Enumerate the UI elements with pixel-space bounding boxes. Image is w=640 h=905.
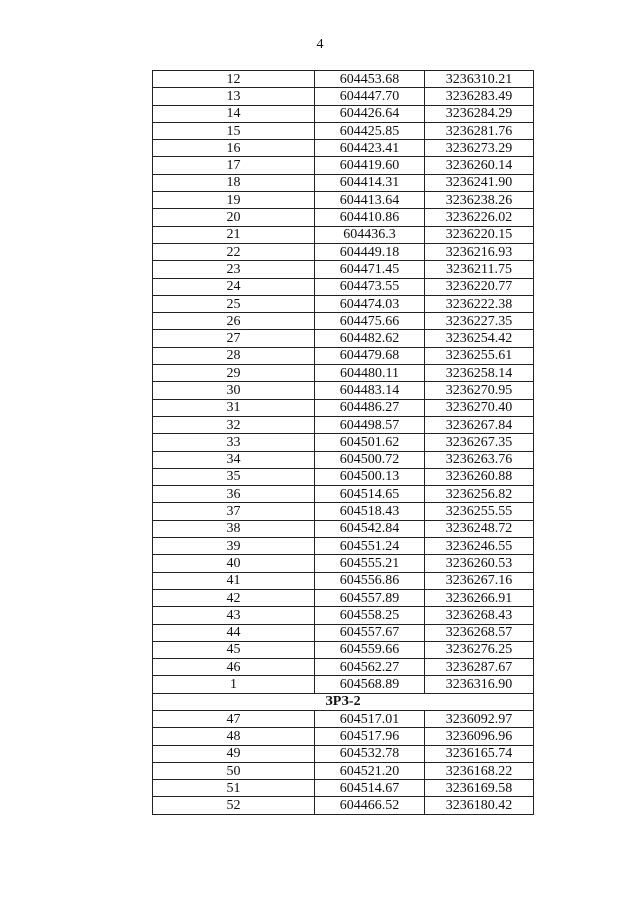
table-row <box>153 503 534 520</box>
y-coordinate-cell: 3236238.26 <box>425 192 534 209</box>
table-row <box>153 209 534 226</box>
page-number: 4 <box>316 37 324 52</box>
point-number-cell: 41 <box>153 572 315 589</box>
point-number-cell: 42 <box>153 589 315 606</box>
table-row <box>153 261 534 278</box>
y-coordinate-cell: 3236248.72 <box>425 520 534 537</box>
table-row <box>153 416 534 433</box>
table-row <box>153 295 534 312</box>
table-row <box>153 278 534 295</box>
table-row <box>153 641 534 658</box>
x-coordinate-cell: 604532.78 <box>315 745 425 762</box>
table-row <box>153 226 534 243</box>
section-header-body <box>153 693 534 710</box>
x-coordinate-cell: 604559.66 <box>315 641 425 658</box>
point-number-cell: 13 <box>153 88 315 105</box>
y-coordinate-cell: 3236092.97 <box>425 710 534 727</box>
x-coordinate-cell: 604517.96 <box>315 728 425 745</box>
point-number-cell: 31 <box>153 399 315 416</box>
point-number-cell: 18 <box>153 174 315 191</box>
point-number-cell: 22 <box>153 243 315 260</box>
point-number-cell: 50 <box>153 762 315 779</box>
x-coordinate-cell: 604483.14 <box>315 382 425 399</box>
table-row <box>153 365 534 382</box>
point-number-cell: 32 <box>153 416 315 433</box>
point-number-cell: 15 <box>153 122 315 139</box>
point-number-cell: 25 <box>153 295 315 312</box>
point-number-cell: 40 <box>153 555 315 572</box>
x-coordinate-cell: 604521.20 <box>315 762 425 779</box>
y-coordinate-cell: 3236263.76 <box>425 451 534 468</box>
y-coordinate-cell: 3236220.77 <box>425 278 534 295</box>
y-coordinate-cell: 3236180.42 <box>425 797 534 814</box>
x-coordinate-cell: 604471.45 <box>315 261 425 278</box>
table-row <box>153 122 534 139</box>
y-coordinate-cell: 3236270.40 <box>425 399 534 416</box>
table-row <box>153 71 534 88</box>
point-number-cell: 48 <box>153 728 315 745</box>
x-coordinate-cell: 604413.64 <box>315 192 425 209</box>
x-coordinate-cell: 604475.66 <box>315 313 425 330</box>
table-row <box>153 451 534 468</box>
coordinates-table-container <box>152 70 534 815</box>
point-number-cell: 14 <box>153 105 315 122</box>
x-coordinate-cell: 604447.70 <box>315 88 425 105</box>
x-coordinate-cell: 604453.68 <box>315 71 425 88</box>
table-row <box>153 140 534 157</box>
y-coordinate-cell: 3236226.02 <box>425 209 534 226</box>
table-row <box>153 520 534 537</box>
point-number-cell: 17 <box>153 157 315 174</box>
y-coordinate-cell: 3236273.29 <box>425 140 534 157</box>
x-coordinate-cell: 604514.67 <box>315 780 425 797</box>
point-number-cell: 38 <box>153 520 315 537</box>
point-number-cell: 44 <box>153 624 315 641</box>
y-coordinate-cell: 3236256.82 <box>425 486 534 503</box>
y-coordinate-cell: 3236283.49 <box>425 88 534 105</box>
point-number-cell: 19 <box>153 192 315 209</box>
point-number-cell: 47 <box>153 710 315 727</box>
point-number-cell: 21 <box>153 226 315 243</box>
y-coordinate-cell: 3236260.88 <box>425 468 534 485</box>
table-row <box>153 313 534 330</box>
table-row <box>153 572 534 589</box>
point-number-cell: 45 <box>153 641 315 658</box>
table-row <box>153 538 534 555</box>
table-row <box>153 105 534 122</box>
y-coordinate-cell: 3236216.93 <box>425 243 534 260</box>
table-row <box>153 745 534 762</box>
x-coordinate-cell: 604500.13 <box>315 468 425 485</box>
table-row <box>153 330 534 347</box>
point-number-cell: 46 <box>153 659 315 676</box>
y-coordinate-cell: 3236316.90 <box>425 676 534 693</box>
x-coordinate-cell: 604501.62 <box>315 434 425 451</box>
table-row <box>153 157 534 174</box>
table-row <box>153 624 534 641</box>
point-number-cell: 23 <box>153 261 315 278</box>
x-coordinate-cell: 604514.65 <box>315 486 425 503</box>
point-number-cell: 33 <box>153 434 315 451</box>
x-coordinate-cell: 604518.43 <box>315 503 425 520</box>
coordinates-table-body-part2 <box>153 710 534 814</box>
y-coordinate-cell: 3236260.14 <box>425 157 534 174</box>
point-number-cell: 29 <box>153 365 315 382</box>
point-number-cell: 51 <box>153 780 315 797</box>
x-coordinate-cell: 604551.24 <box>315 538 425 555</box>
y-coordinate-cell: 3236227.35 <box>425 313 534 330</box>
x-coordinate-cell: 604517.01 <box>315 710 425 727</box>
y-coordinate-cell: 3236165.74 <box>425 745 534 762</box>
table-row <box>153 468 534 485</box>
point-number-cell: 28 <box>153 347 315 364</box>
y-coordinate-cell: 3236284.29 <box>425 105 534 122</box>
table-row <box>153 659 534 676</box>
table-row <box>153 589 534 606</box>
y-coordinate-cell: 3236276.25 <box>425 641 534 658</box>
point-number-cell: 30 <box>153 382 315 399</box>
point-number-cell: 52 <box>153 797 315 814</box>
y-coordinate-cell: 3236258.14 <box>425 365 534 382</box>
point-number-cell: 26 <box>153 313 315 330</box>
x-coordinate-cell: 604498.57 <box>315 416 425 433</box>
y-coordinate-cell: 3236211.75 <box>425 261 534 278</box>
point-number-cell: 12 <box>153 71 315 88</box>
x-coordinate-cell: 604555.21 <box>315 555 425 572</box>
x-coordinate-cell: 604558.25 <box>315 607 425 624</box>
x-coordinate-cell: 604410.86 <box>315 209 425 226</box>
y-coordinate-cell: 3236310.21 <box>425 71 534 88</box>
x-coordinate-cell: 604425.85 <box>315 122 425 139</box>
section-title: ЗРЗ-2 <box>153 693 534 710</box>
point-number-cell: 34 <box>153 451 315 468</box>
x-coordinate-cell: 604556.86 <box>315 572 425 589</box>
y-coordinate-cell: 3236220.15 <box>425 226 534 243</box>
x-coordinate-cell: 604473.55 <box>315 278 425 295</box>
table-row <box>153 382 534 399</box>
x-coordinate-cell: 604419.60 <box>315 157 425 174</box>
table-row <box>153 676 534 693</box>
table-row <box>153 762 534 779</box>
y-coordinate-cell: 3236266.91 <box>425 589 534 606</box>
point-number-cell: 43 <box>153 607 315 624</box>
y-coordinate-cell: 3236096.96 <box>425 728 534 745</box>
point-number-cell: 49 <box>153 745 315 762</box>
x-coordinate-cell: 604562.27 <box>315 659 425 676</box>
y-coordinate-cell: 3236268.57 <box>425 624 534 641</box>
table-row <box>153 710 534 727</box>
point-number-cell: 36 <box>153 486 315 503</box>
point-number-cell: 27 <box>153 330 315 347</box>
table-row <box>153 399 534 416</box>
x-coordinate-cell: 604449.18 <box>315 243 425 260</box>
x-coordinate-cell: 604479.68 <box>315 347 425 364</box>
table-row <box>153 347 534 364</box>
point-number-cell: 20 <box>153 209 315 226</box>
x-coordinate-cell: 604436.3 <box>315 226 425 243</box>
table-row <box>153 797 534 814</box>
y-coordinate-cell: 3236168.22 <box>425 762 534 779</box>
y-coordinate-cell: 3236260.53 <box>425 555 534 572</box>
x-coordinate-cell: 604426.64 <box>315 105 425 122</box>
y-coordinate-cell: 3236268.43 <box>425 607 534 624</box>
x-coordinate-cell: 604486.27 <box>315 399 425 416</box>
section-header-row <box>153 693 534 710</box>
x-coordinate-cell: 604542.84 <box>315 520 425 537</box>
y-coordinate-cell: 3236241.90 <box>425 174 534 191</box>
table-row <box>153 486 534 503</box>
table-row <box>153 780 534 797</box>
x-coordinate-cell: 604466.52 <box>315 797 425 814</box>
point-number-cell: 24 <box>153 278 315 295</box>
y-coordinate-cell: 3236255.61 <box>425 347 534 364</box>
x-coordinate-cell: 604500.72 <box>315 451 425 468</box>
point-number-cell: 39 <box>153 538 315 555</box>
y-coordinate-cell: 3236267.16 <box>425 572 534 589</box>
point-number-cell: 16 <box>153 140 315 157</box>
x-coordinate-cell: 604414.31 <box>315 174 425 191</box>
coordinates-table-body-part1 <box>153 71 534 694</box>
y-coordinate-cell: 3236281.76 <box>425 122 534 139</box>
y-coordinate-cell: 3236169.58 <box>425 780 534 797</box>
y-coordinate-cell: 3236222.38 <box>425 295 534 312</box>
table-row <box>153 607 534 624</box>
table-row <box>153 555 534 572</box>
y-coordinate-cell: 3236246.55 <box>425 538 534 555</box>
y-coordinate-cell: 3236254.42 <box>425 330 534 347</box>
y-coordinate-cell: 3236270.95 <box>425 382 534 399</box>
point-number-cell: 37 <box>153 503 315 520</box>
x-coordinate-cell: 604557.67 <box>315 624 425 641</box>
table-row <box>153 192 534 209</box>
point-number-cell: 35 <box>153 468 315 485</box>
y-coordinate-cell: 3236267.35 <box>425 434 534 451</box>
x-coordinate-cell: 604480.11 <box>315 365 425 382</box>
x-coordinate-cell: 604568.89 <box>315 676 425 693</box>
x-coordinate-cell: 604557.89 <box>315 589 425 606</box>
point-number-cell: 1 <box>153 676 315 693</box>
x-coordinate-cell: 604482.62 <box>315 330 425 347</box>
table-row <box>153 434 534 451</box>
y-coordinate-cell: 3236287.67 <box>425 659 534 676</box>
x-coordinate-cell: 604423.41 <box>315 140 425 157</box>
coordinates-table <box>152 70 534 815</box>
table-row <box>153 243 534 260</box>
y-coordinate-cell: 3236267.84 <box>425 416 534 433</box>
y-coordinate-cell: 3236255.55 <box>425 503 534 520</box>
table-row <box>153 728 534 745</box>
x-coordinate-cell: 604474.03 <box>315 295 425 312</box>
table-row <box>153 88 534 105</box>
table-row <box>153 174 534 191</box>
